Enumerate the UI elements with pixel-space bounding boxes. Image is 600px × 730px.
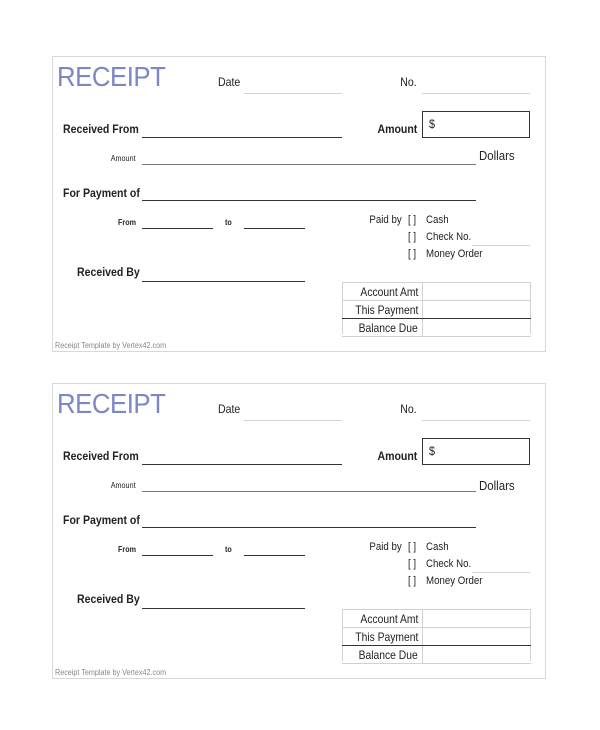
this-payment-label: This Payment — [354, 303, 418, 317]
received-by-label: Received By — [77, 592, 140, 606]
from-label: From — [118, 218, 136, 227]
paid-by-label: Paid by — [369, 214, 402, 226]
received-from-field[interactable] — [142, 137, 342, 138]
check-number-field[interactable] — [472, 245, 530, 246]
cash-label: Cash — [426, 541, 449, 553]
amount-words-field[interactable] — [142, 491, 476, 492]
date-field[interactable] — [244, 420, 342, 421]
money-order-checkbox[interactable]: [ ] — [408, 575, 417, 587]
balance-due-label: Balance Due — [358, 321, 418, 335]
received-from-label: Received From — [63, 122, 139, 136]
payment-of-label: For Payment of — [63, 513, 140, 527]
number-label: No. — [400, 402, 417, 416]
from-field[interactable] — [142, 228, 213, 229]
money-order-checkbox[interactable]: [ ] — [408, 248, 417, 260]
number-field[interactable] — [422, 420, 530, 421]
amount-label: Amount — [377, 449, 417, 463]
number-field[interactable] — [422, 93, 530, 94]
account-amt-label: Account Amt — [360, 285, 418, 299]
check-checkbox[interactable]: [ ] — [408, 558, 417, 570]
template-credit: Receipt Template by Vertex42.com — [55, 341, 167, 350]
amount-field[interactable] — [422, 111, 530, 138]
dollars-label: Dollars — [479, 478, 515, 493]
received-from-label: Received From — [63, 449, 139, 463]
cash-label: Cash — [426, 214, 449, 226]
payment-of-field[interactable] — [142, 527, 476, 528]
money-order-label: Money Order — [426, 248, 483, 260]
number-label: No. — [400, 75, 417, 89]
receipt-title: RECEIPT — [57, 61, 166, 92]
receipt-title: RECEIPT — [57, 388, 166, 419]
balance-due-row — [342, 646, 531, 664]
check-number-field[interactable] — [472, 572, 530, 573]
account-amt-label: Account Amt — [360, 612, 418, 626]
receipt-form-1 — [52, 56, 546, 352]
date-label: Date — [218, 402, 241, 416]
date-field[interactable] — [244, 93, 342, 94]
received-from-field[interactable] — [142, 464, 342, 465]
check-checkbox[interactable]: [ ] — [408, 231, 417, 243]
balance-due-row — [342, 319, 531, 337]
account-amt-row — [342, 282, 531, 301]
balance-due-label: Balance Due — [358, 648, 418, 662]
from-field[interactable] — [142, 555, 213, 556]
receipt-form-2 — [52, 383, 546, 679]
money-order-label: Money Order — [426, 575, 483, 587]
dollars-label: Dollars — [479, 148, 515, 163]
amount-words-label: Amount — [111, 481, 136, 490]
date-label: Date — [218, 75, 241, 89]
paid-by-label: Paid by — [369, 541, 402, 553]
received-by-field[interactable] — [142, 608, 305, 609]
this-payment-row — [342, 301, 531, 319]
balance-table — [342, 282, 531, 337]
check-label: Check No. — [426, 558, 472, 570]
amount-words-field[interactable] — [142, 164, 476, 165]
amount-label: Amount — [377, 122, 417, 136]
to-label: to — [225, 545, 232, 554]
check-label: Check No. — [426, 231, 472, 243]
to-field[interactable] — [244, 555, 305, 556]
cash-checkbox[interactable]: [ ] — [408, 214, 417, 226]
cash-checkbox[interactable]: [ ] — [408, 541, 417, 553]
to-field[interactable] — [244, 228, 305, 229]
to-label: to — [225, 218, 232, 227]
amount-words-label: Amount — [111, 154, 136, 163]
received-by-label: Received By — [77, 265, 140, 279]
amount-field[interactable] — [422, 438, 530, 465]
received-by-field[interactable] — [142, 281, 305, 282]
from-label: From — [118, 545, 136, 554]
payment-of-field[interactable] — [142, 200, 476, 201]
template-credit: Receipt Template by Vertex42.com — [55, 668, 167, 677]
account-amt-row — [342, 609, 531, 628]
currency-symbol: $ — [429, 117, 436, 131]
this-payment-row — [342, 628, 531, 646]
currency-symbol: $ — [429, 444, 436, 458]
balance-table — [342, 609, 531, 664]
payment-of-label: For Payment of — [63, 186, 140, 200]
this-payment-label: This Payment — [354, 630, 418, 644]
